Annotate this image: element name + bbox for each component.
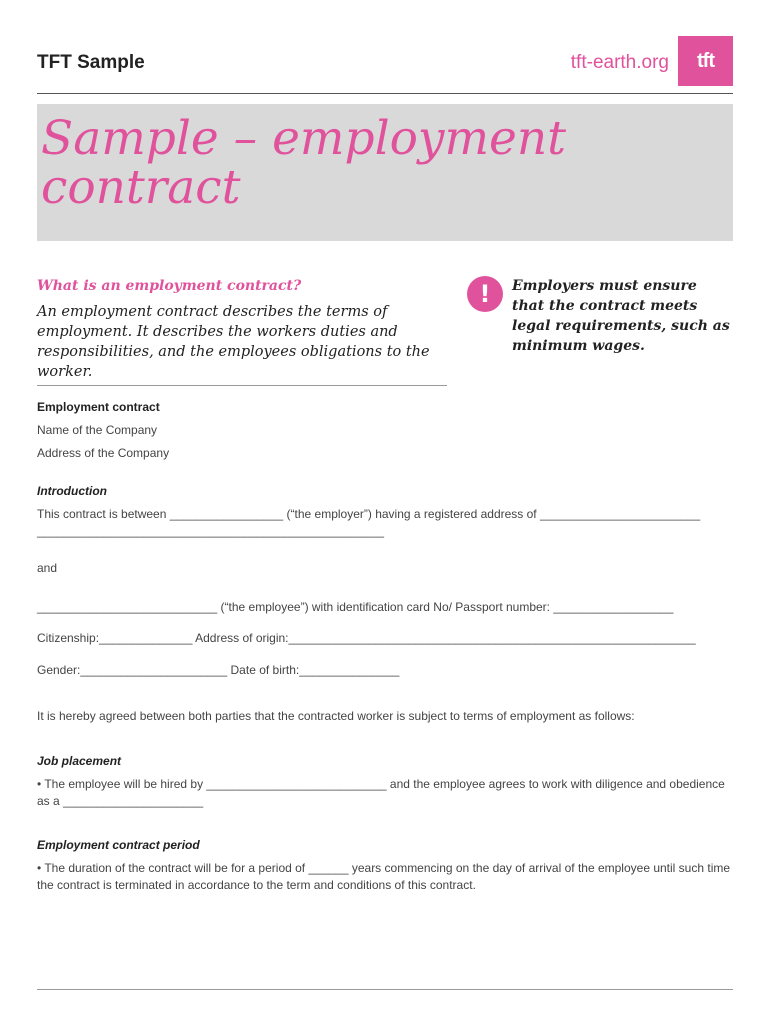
intro-question: What is an employment contract?	[37, 278, 302, 294]
intro-divider	[37, 385, 447, 386]
company-name: Name of the Company	[37, 423, 158, 437]
intro-line-2: ____________________________________________________	[37, 524, 385, 538]
period-heading: Employment contract period	[37, 838, 200, 852]
gender-line: Gender:______________________ Date of birth:_______________	[37, 663, 400, 677]
brand-title: TFT Sample	[37, 52, 145, 73]
intro-line-1: This contract is between _________________ (“the employer”) having a registered address of ________________________	[37, 507, 701, 521]
exclamation-icon: !	[467, 276, 503, 312]
employee-line: ___________________________ (“the employee”) with identification card No/ Passport number: __________________	[37, 600, 674, 614]
citizenship-line: Citizenship:______________ Address of origin:_____________________________________________________________	[37, 631, 696, 645]
page-title-line-1: Sample – employment	[41, 111, 566, 166]
job-placement-bullet: • The employee will be hired by ___________________________ and the employee agrees to work with diligence and obedience as a _____________________	[37, 777, 725, 808]
page-title	[41, 111, 641, 215]
and-text: and	[37, 561, 58, 575]
intro-answer: An employment contract describes the terms of employment. It describes the workers duties and responsibilities, and the employees obligations to the worker.	[37, 304, 430, 380]
agreement-text: It is hereby agreed between both parties that the contracted worker is subject to terms of employment as follows:	[37, 709, 635, 723]
period-bullet: • The duration of the contract will be for a period of ______ years commencing on the day of arrival of the employee until such time the contract is terminated in accordance to the term and conditions of this contract.	[37, 861, 731, 892]
page-title-line-2: contract	[41, 160, 241, 215]
tft-logo: tft	[678, 36, 733, 86]
footer-divider	[37, 989, 733, 990]
contract-heading: Employment contract	[37, 400, 160, 414]
alert-note: Employers must ensure that the contract meets legal requirements, such as minimum wages.	[512, 278, 730, 354]
header-divider	[37, 93, 733, 94]
job-placement-heading: Job placement	[37, 754, 122, 768]
company-address: Address of the Company	[37, 446, 170, 460]
introduction-heading: Introduction	[37, 484, 107, 498]
site-link[interactable]: tft-earth.org	[570, 52, 669, 73]
